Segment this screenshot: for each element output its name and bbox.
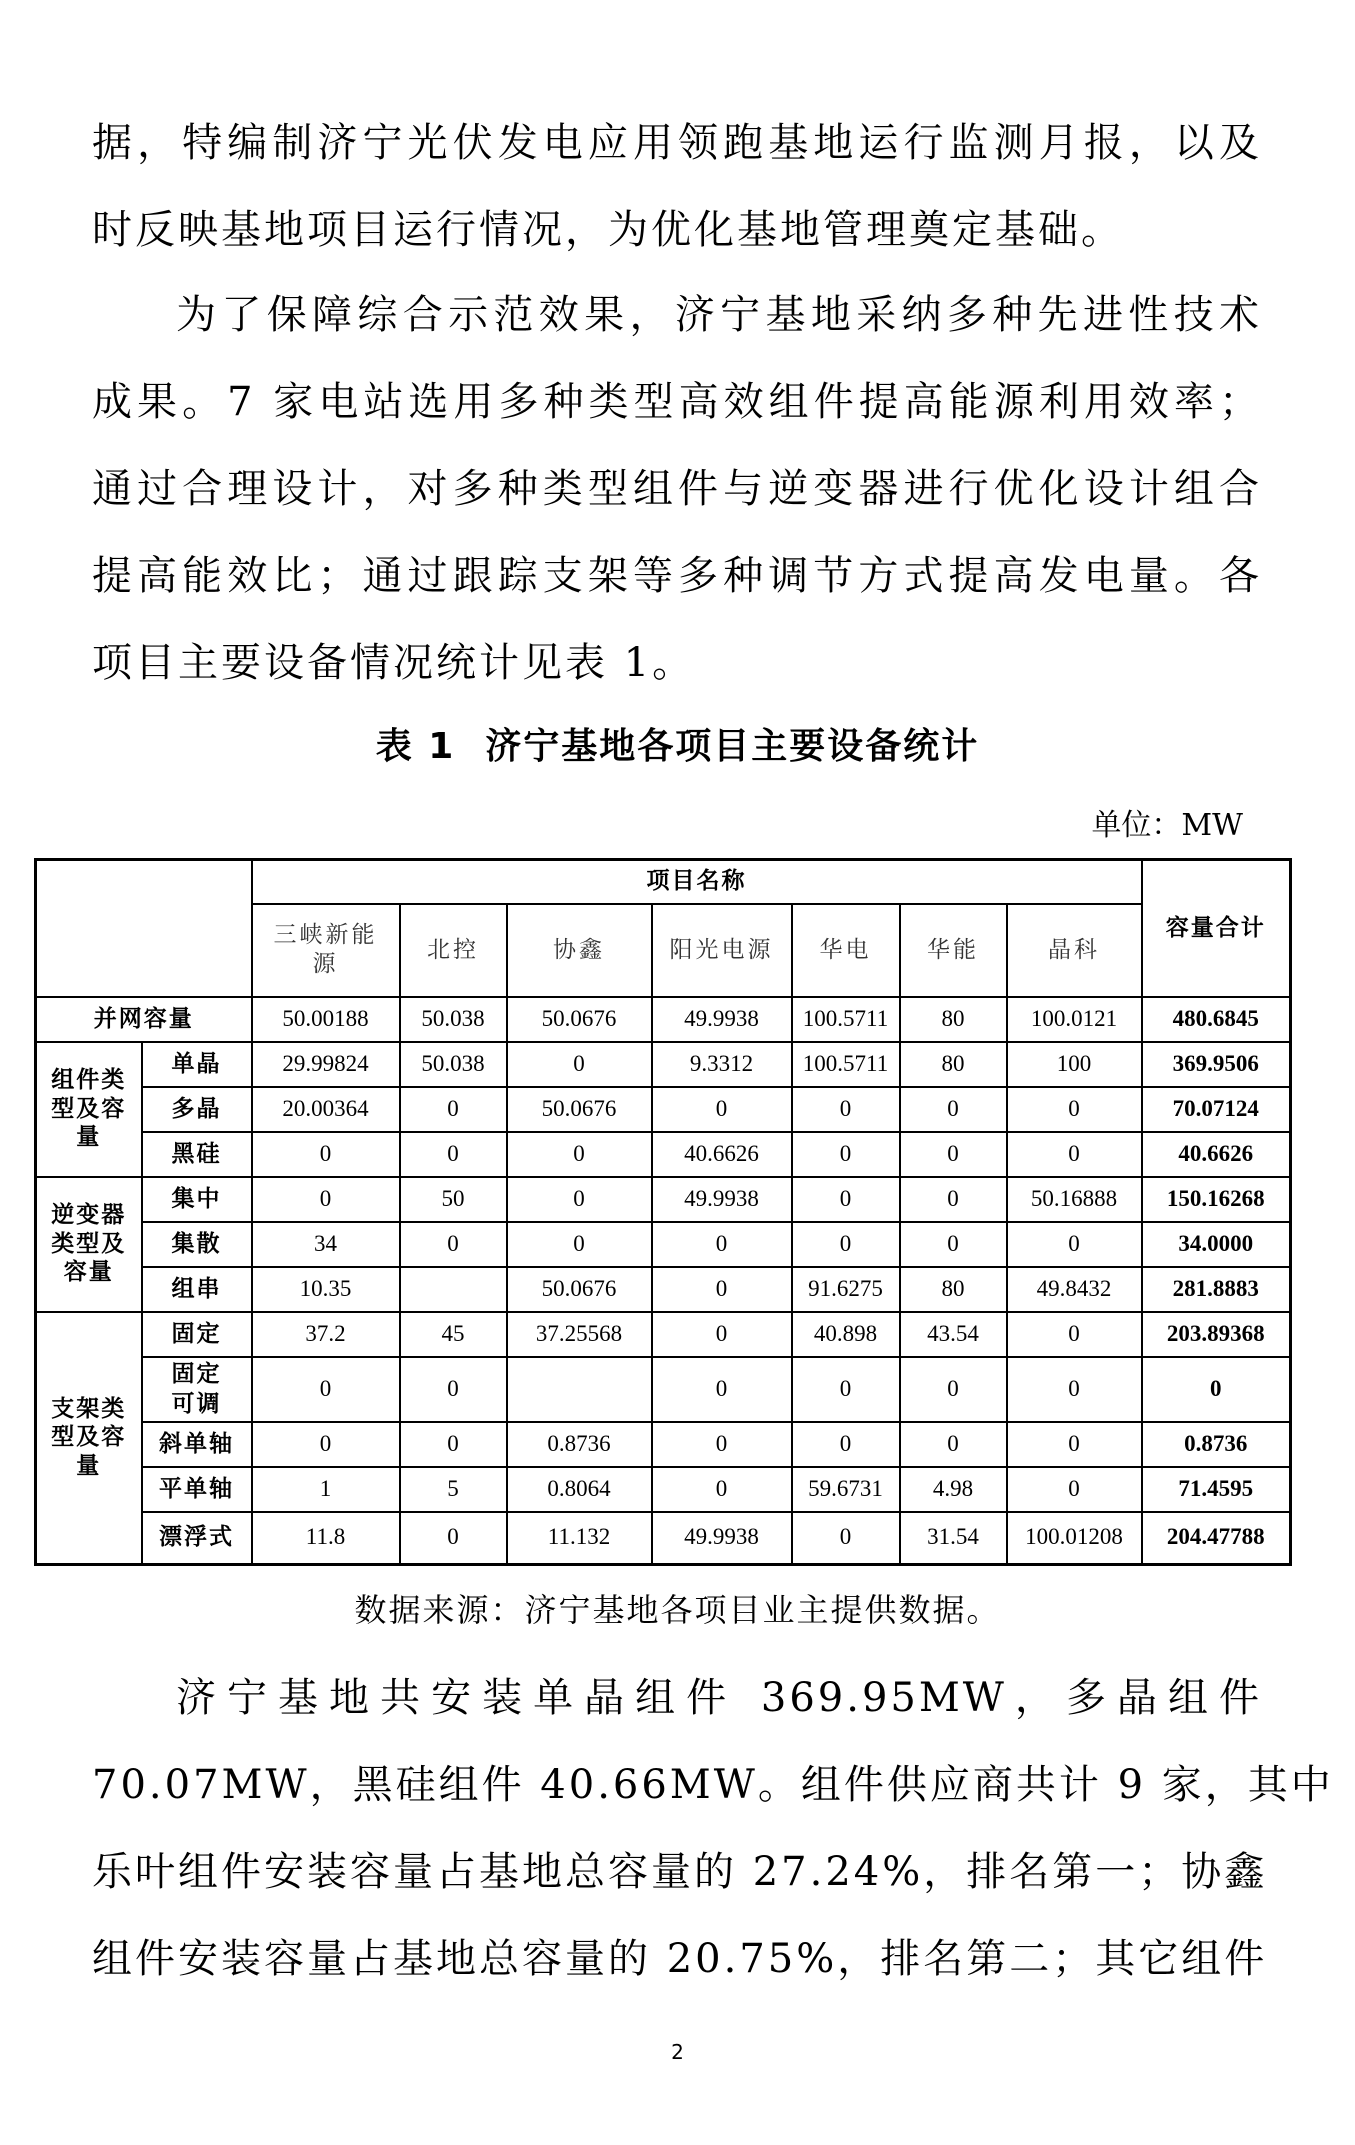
table-cell: 9.3312 [652, 1042, 792, 1087]
table-cell: 0 [1007, 1132, 1142, 1177]
table-cell: 0.8736 [507, 1422, 652, 1467]
table-cell: 50.16888 [1007, 1177, 1142, 1222]
row-label: 组串 [142, 1267, 252, 1312]
table-cell: 0 [1007, 1222, 1142, 1267]
project-header-cell: 华电 [792, 904, 900, 997]
text-line: 通过合理设计，对多种类型组件与逆变器进行优化设计组合 [92, 466, 1262, 512]
table-title: 济宁基地各项目主要设备统计 [485, 726, 980, 767]
table-caption [0, 718, 1355, 769]
table-cell: 40.898 [792, 1312, 900, 1357]
total-cell: 150.16268 [1142, 1177, 1291, 1222]
table-row [36, 1222, 1291, 1267]
table-cell: 0 [792, 1222, 900, 1267]
table-row [36, 1357, 1291, 1422]
table-cell: 0 [792, 1087, 900, 1132]
row-label: 斜单轴 [142, 1422, 252, 1467]
table-cell: 0 [400, 1222, 507, 1267]
table-cell: 91.6275 [792, 1267, 900, 1312]
project-header-cell: 晶科 [1007, 904, 1142, 997]
table-cell: 0 [400, 1512, 507, 1565]
table-cell: 0 [652, 1467, 792, 1512]
table-cell: 0 [1007, 1312, 1142, 1357]
group-label: 组件类型及容量 [36, 1042, 142, 1177]
project-name-header: 项目名称 [252, 860, 1142, 904]
corner-cell [36, 860, 252, 997]
table-cell: 40.6626 [652, 1132, 792, 1177]
header-row [36, 860, 1291, 904]
table-cell: 0 [652, 1357, 792, 1422]
total-cell: 480.6845 [1142, 997, 1291, 1042]
table-cell: 4.98 [900, 1467, 1007, 1512]
total-cell: 281.8883 [1142, 1267, 1291, 1312]
table-cell: 31.54 [900, 1512, 1007, 1565]
table-cell: 0 [400, 1357, 507, 1422]
table-cell: 0 [400, 1087, 507, 1132]
row-label: 黑硅 [142, 1132, 252, 1177]
table-cell: 0 [900, 1357, 1007, 1422]
project-header-cell: 阳光电源 [652, 904, 792, 997]
table-cell: 0 [652, 1422, 792, 1467]
table-cell: 49.8432 [1007, 1267, 1142, 1312]
text-line: 提高能效比；通过跟踪支架等多种调节方式提高发电量。各 [92, 553, 1262, 599]
row-label: 并网容量 [36, 997, 252, 1042]
table-number: 表 1 [375, 726, 456, 767]
table-row [36, 1132, 1291, 1177]
text-line: 成果。7 家电站选用多种类型高效组件提高能源利用效率； [92, 379, 1262, 425]
row-label: 多晶 [142, 1087, 252, 1132]
table-cell: 0 [792, 1512, 900, 1565]
table-cell: 0 [792, 1177, 900, 1222]
table-cell [400, 1267, 507, 1312]
table-cell: 0 [507, 1222, 652, 1267]
table-cell: 37.25568 [507, 1312, 652, 1357]
table-cell: 80 [900, 997, 1007, 1042]
table-cell: 0 [252, 1422, 400, 1467]
group-label: 逆变器类型及容量 [36, 1177, 142, 1312]
row-label: 固定可调 [142, 1357, 252, 1422]
table-row [36, 1177, 1291, 1222]
project-header-cell: 北控 [400, 904, 507, 997]
text-line: 乐叶组件安装容量占基地总容量的 27.24%，排名第一；协鑫 [92, 1849, 1268, 1895]
table-cell: 0 [507, 1132, 652, 1177]
table-row [36, 997, 1291, 1042]
table-cell: 0 [792, 1132, 900, 1177]
table-cell: 80 [900, 1042, 1007, 1087]
table-cell: 50.0676 [507, 997, 652, 1042]
summary-paragraph [92, 1655, 1334, 2003]
project-header-cell: 三峡新能源 [252, 904, 400, 997]
table-row [36, 1267, 1291, 1312]
table-cell: 0 [252, 1132, 400, 1177]
total-cell: 369.9506 [1142, 1042, 1291, 1087]
table-cell: 100.0121 [1007, 997, 1142, 1042]
table-cell: 50.038 [400, 1042, 507, 1087]
table-cell: 0 [792, 1422, 900, 1467]
table-cell: 0 [1007, 1422, 1142, 1467]
table-cell: 0 [900, 1222, 1007, 1267]
table-cell: 34 [252, 1222, 400, 1267]
total-cell: 70.07124 [1142, 1087, 1291, 1132]
data-source-note: 数据来源：济宁基地各项目业主提供数据。 [354, 1591, 1001, 1629]
table-row [36, 1422, 1291, 1467]
table-cell: 0 [900, 1422, 1007, 1467]
table-cell: 0 [652, 1222, 792, 1267]
total-cell: 203.89368 [1142, 1312, 1291, 1357]
table-cell: 100.01208 [1007, 1512, 1142, 1565]
table-cell: 50 [400, 1177, 507, 1222]
table-cell: 80 [900, 1267, 1007, 1312]
table-row [36, 1087, 1291, 1132]
table-cell: 20.00364 [252, 1087, 400, 1132]
total-cell: 40.6626 [1142, 1132, 1291, 1177]
project-header-cell: 协鑫 [507, 904, 652, 997]
table-cell: 100 [1007, 1042, 1142, 1087]
row-label: 集中 [142, 1177, 252, 1222]
table-cell: 0 [507, 1177, 652, 1222]
total-cell: 71.4595 [1142, 1467, 1291, 1512]
table-row [36, 1512, 1291, 1565]
table-cell: 50.0676 [507, 1087, 652, 1132]
table-row [36, 1312, 1291, 1357]
table-cell: 0 [400, 1132, 507, 1177]
group-label: 支架类型及容量 [36, 1312, 142, 1565]
table-cell: 37.2 [252, 1312, 400, 1357]
table-cell: 29.99824 [252, 1042, 400, 1087]
row-label: 集散 [142, 1222, 252, 1267]
table-cell: 0.8064 [507, 1467, 652, 1512]
table-cell: 49.9938 [652, 1512, 792, 1565]
text-line: 济宁基地共安装单晶组件 369.95MW，多晶组件 [176, 1675, 1262, 1721]
text-line: 70.07MW，黑硅组件 40.66MW。组件供应商共计 9 家，其中 [92, 1762, 1334, 1808]
table-cell: 49.9938 [652, 1177, 792, 1222]
table-cell: 1 [252, 1467, 400, 1512]
text-line: 组件安装容量占基地总容量的 20.75%，排名第二；其它组件 [92, 1936, 1268, 1982]
table-cell: 0 [400, 1422, 507, 1467]
table-cell: 0 [900, 1087, 1007, 1132]
table-cell: 0 [1007, 1467, 1142, 1512]
table-cell: 10.35 [252, 1267, 400, 1312]
intro-paragraph [92, 100, 1262, 274]
table-cell: 5 [400, 1467, 507, 1512]
table-cell: 0 [792, 1357, 900, 1422]
table-cell: 0 [652, 1312, 792, 1357]
row-label: 平单轴 [142, 1467, 252, 1512]
table-cell: 0 [900, 1177, 1007, 1222]
equipment-table [34, 858, 1292, 1566]
table-cell: 0 [652, 1267, 792, 1312]
total-cell: 0.8736 [1142, 1422, 1291, 1467]
total-cell: 204.47788 [1142, 1512, 1291, 1565]
table-cell: 0 [1007, 1357, 1142, 1422]
text-line: 据，特编制济宁光伏发电应用领跑基地运行监测月报，以及 [92, 120, 1262, 166]
table-cell: 0 [252, 1357, 400, 1422]
table-cell: 0 [507, 1042, 652, 1087]
table-row [36, 1042, 1291, 1087]
table-cell: 0 [652, 1087, 792, 1132]
table-cell: 11.8 [252, 1512, 400, 1565]
table-cell: 49.9938 [652, 997, 792, 1042]
page-number: 2 [671, 2040, 684, 2064]
table-unit: 单位：MW [1091, 808, 1243, 843]
table-cell: 0 [1007, 1087, 1142, 1132]
table-cell [507, 1357, 652, 1422]
table-cell: 43.54 [900, 1312, 1007, 1357]
table-cell: 50.038 [400, 997, 507, 1042]
table-cell: 11.132 [507, 1512, 652, 1565]
text-line: 项目主要设备情况统计见表 1。 [92, 640, 696, 686]
total-cell: 34.0000 [1142, 1222, 1291, 1267]
table-cell: 50.0676 [507, 1267, 652, 1312]
table-cell: 0 [900, 1132, 1007, 1177]
row-label: 单晶 [142, 1042, 252, 1087]
tech-paragraph [92, 272, 1262, 707]
text-line: 时反映基地项目运行情况，为优化基地管理奠定基础。 [92, 207, 1124, 253]
table-cell: 59.6731 [792, 1467, 900, 1512]
project-header-cell: 华能 [900, 904, 1007, 997]
table-cell: 100.5711 [792, 997, 900, 1042]
total-header: 容量合计 [1142, 860, 1291, 997]
text-line: 为了保障综合示范效果，济宁基地采纳多种先进性技术 [176, 292, 1262, 338]
table-row [36, 1467, 1291, 1512]
table-cell: 50.00188 [252, 997, 400, 1042]
table-cell: 45 [400, 1312, 507, 1357]
table-cell: 100.5711 [792, 1042, 900, 1087]
row-label: 漂浮式 [142, 1512, 252, 1565]
table-cell: 0 [252, 1177, 400, 1222]
total-cell: 0 [1142, 1357, 1291, 1422]
row-label: 固定 [142, 1312, 252, 1357]
